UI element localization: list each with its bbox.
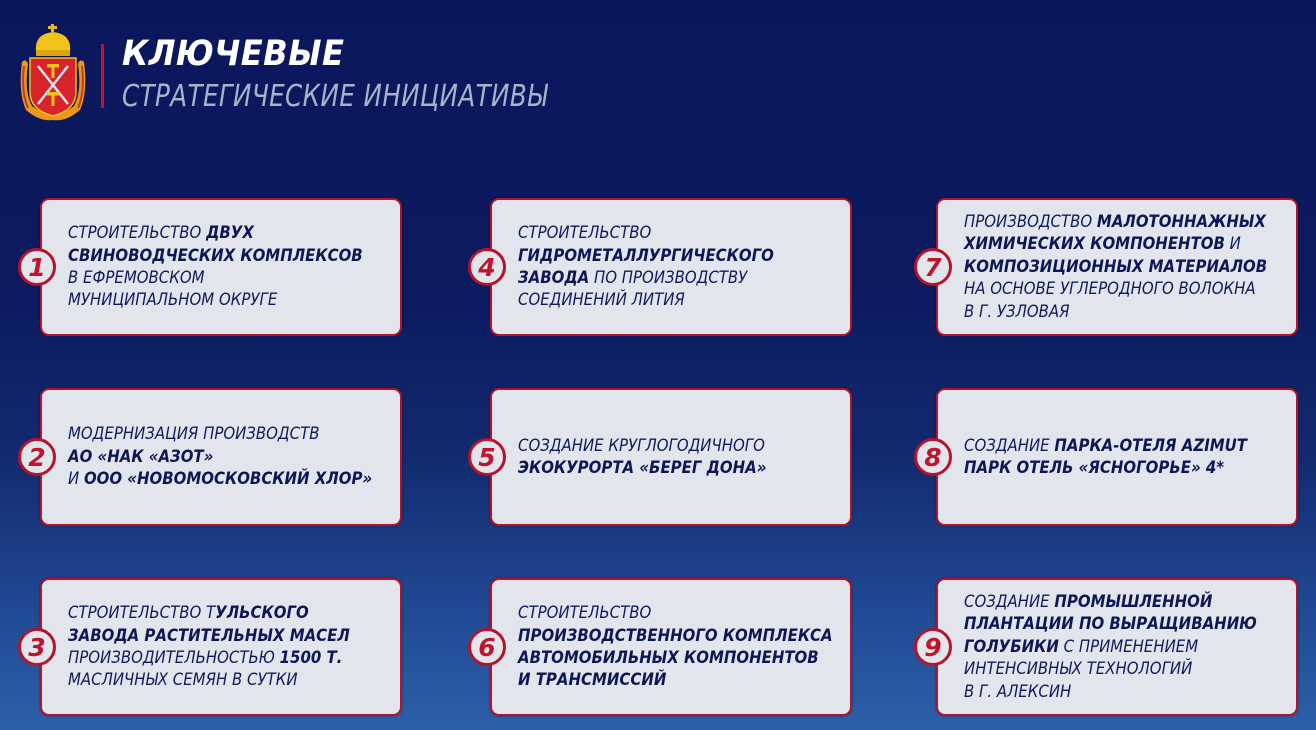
description-line [964, 278, 1256, 300]
description-line [518, 435, 805, 457]
description-line [518, 267, 805, 289]
body-text: МОДЕРНИЗАЦИЯ ПРОИЗВОДСТВ [68, 424, 320, 445]
description-line [518, 669, 805, 691]
description-line [964, 681, 1251, 703]
initiative-description [68, 580, 394, 714]
emphasis-text: АВТОМОБИЛЬНЫХ КОМПОНЕНТОВ [518, 648, 819, 668]
page-title: КЛЮЧЕВЫЕ [122, 34, 345, 74]
description-line [68, 245, 363, 267]
description-line [68, 625, 355, 647]
initiative-number-badge: 8 [914, 438, 952, 476]
description-line [518, 245, 805, 267]
description-line [68, 468, 373, 490]
initiative-number-badge: 1 [18, 248, 56, 286]
emphasis-text: ЗАВОДА [518, 268, 590, 288]
body-text: СОЗДАНИЕ КРУГЛОГОДИЧНОГО [518, 435, 765, 456]
initiative-number-badge: 9 [914, 628, 952, 666]
description-line [518, 289, 805, 311]
description-line [964, 658, 1251, 680]
initiative-description [964, 200, 1290, 334]
initiative-description [964, 580, 1290, 714]
initiative-number-badge: 6 [468, 628, 506, 666]
initiative-card [924, 198, 1298, 336]
body-text: В Г. УЗЛОВАЯ [964, 301, 1070, 322]
description-line [964, 636, 1251, 658]
header-divider [101, 44, 104, 108]
initiative-description [964, 390, 1290, 524]
page-subtitle: СТРАТЕГИЧЕСКИЕ ИНИЦИАТИВЫ [122, 79, 548, 114]
initiative-description [518, 580, 844, 714]
initiative-card [924, 388, 1298, 526]
emphasis-text: ПРОМЫШЛЕННОЙ [1054, 591, 1213, 612]
initiative-card [478, 388, 852, 526]
description-line [964, 591, 1251, 613]
initiative-card [28, 578, 402, 716]
body-text: СОЗДАНИЕ [964, 591, 1055, 612]
emphasis-text: ПЛАНТАЦИИ ПО ВЫРАЩИВАНИЮ [964, 614, 1257, 635]
body-text: ПРОИЗВОДИТЕЛЬНОСТЬЮ [68, 648, 280, 668]
initiative-card [28, 198, 402, 336]
initiative-description [68, 200, 394, 334]
emphasis-text: ЗАВОДА РАСТИТЕЛЬНЫХ МАСЕЛ [68, 625, 350, 646]
body-text: И [68, 469, 84, 490]
body-text: ПРОИЗВОДСТВО [964, 211, 1097, 232]
coat-of-arms-icon [16, 22, 90, 124]
emphasis-text: ГИДРОМЕТАЛЛУРГИЧЕСКОГО [518, 245, 774, 266]
emphasis-text: ХИМИЧЕСКИХ КОМПОНЕНТОВ [964, 234, 1225, 255]
body-text: ИНТЕНСИВНЫХ ТЕХНОЛОГИЙ [964, 659, 1193, 680]
body-text: И [1224, 234, 1241, 255]
description-line [518, 222, 805, 244]
description-line [964, 211, 1266, 233]
description-line [964, 233, 1251, 255]
body-text: С ПРИМЕНЕНИЕМ [1058, 636, 1199, 657]
emphasis-text: ПРОИЗВОДСТВЕННОГО КОМПЛЕКСА [518, 625, 833, 646]
initiative-card [28, 388, 402, 526]
description-line [68, 602, 355, 624]
description-line [68, 423, 355, 445]
body-text: СТРОИТЕЛЬСТВО Т [68, 603, 216, 624]
body-text: СОЕДИНЕНИЙ ЛИТИЯ [518, 290, 685, 311]
body-text: ПО ПРОИЗВОДСТВУ [589, 268, 748, 288]
body-text: В ЕФРЕМОВСКОМ [68, 268, 205, 288]
emphasis-text: ГОЛУБИКИ [964, 636, 1059, 657]
description-line [518, 602, 805, 624]
initiative-number-badge: 7 [914, 248, 952, 286]
body-text: СОЗДАНИЕ [964, 435, 1055, 456]
emphasis-text: СВИНОВОДЧЕСКИХ КОМПЛЕКСОВ [68, 245, 363, 266]
emphasis-text: И ТРАНСМИССИЙ [518, 670, 667, 691]
description-line [964, 256, 1268, 278]
description-line [518, 457, 805, 479]
initiative-number-badge: 5 [468, 438, 506, 476]
description-line [68, 669, 355, 691]
description-line [964, 613, 1257, 635]
initiative-description [518, 200, 844, 334]
emphasis-text: АО «НАК «АЗОТ» [68, 446, 214, 467]
initiative-number-badge: 4 [468, 248, 506, 286]
description-line [68, 222, 355, 244]
body-text: В Г. АЛЕКСИН [964, 681, 1072, 702]
emphasis-text: УЛЬСКОГО [215, 603, 309, 624]
body-text: СТРОИТЕЛЬСТВО [68, 223, 207, 244]
header [0, 0, 1316, 140]
initiative-description [68, 390, 394, 524]
initiative-card [478, 578, 852, 716]
description-line [68, 289, 355, 311]
description-line [68, 647, 355, 669]
body-text: СТРОИТЕЛЬСТВО [518, 603, 652, 624]
description-line [68, 267, 355, 289]
description-line [518, 625, 833, 647]
emphasis-text: КОМПОЗИЦИОННЫХ МАТЕРИАЛОВ [964, 256, 1268, 277]
description-line [68, 446, 355, 468]
emphasis-text: 1500 Т. [279, 648, 343, 668]
body-text: СТРОИТЕЛЬСТВО [518, 223, 652, 244]
description-line [964, 301, 1251, 323]
description-line [964, 435, 1251, 457]
emphasis-text: МАЛОТОННАЖНЫХ [1096, 211, 1266, 232]
initiative-number-badge: 3 [18, 628, 56, 666]
body-text: МУНИЦИПАЛЬНОМ ОКРУГЕ [68, 290, 278, 311]
emphasis-text: ООО «НОВОМОСКОВСКИЙ ХЛОР» [83, 469, 373, 490]
initiative-card [478, 198, 852, 336]
emphasis-text: ЭКОКУРОРТА «БЕРЕГ ДОНА» [518, 458, 767, 478]
initiative-number-badge: 2 [18, 438, 56, 476]
body-text: НА ОСНОВЕ УГЛЕРОДНОГО ВОЛОКНА [964, 279, 1256, 300]
emphasis-text: ПАРК ОТЕЛЬ «ЯСНОГОРЬЕ» 4* [964, 458, 1225, 478]
emphasis-text: ДВУХ [206, 223, 254, 244]
initiative-description [518, 390, 844, 524]
emphasis-text: ПАРКА-ОТЕЛЯ AZIMUT [1054, 435, 1248, 456]
initiative-card [924, 578, 1298, 716]
body-text: МАСЛИЧНЫХ СЕМЯН В СУТКИ [68, 670, 298, 691]
description-line [518, 647, 819, 669]
description-line [964, 457, 1251, 479]
